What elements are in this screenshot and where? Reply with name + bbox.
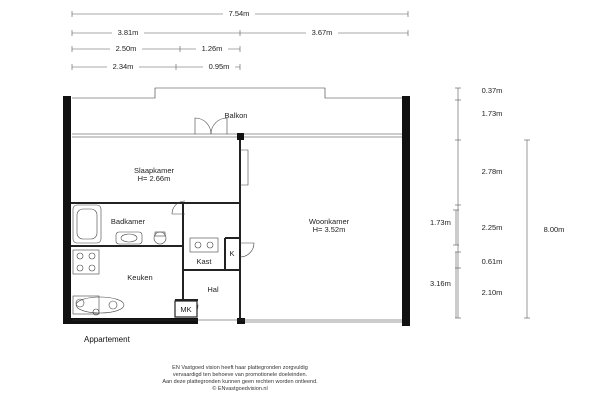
label-balkon: Balkon [224, 111, 248, 120]
label-woonkamer-height: H= 3.52m [312, 225, 346, 234]
dim-v-top: 0.37m [481, 86, 503, 95]
dim-v-left-b: 3.16m [430, 279, 451, 288]
dim-v-mid1: 2.78m [481, 167, 503, 176]
dim-seg-c: 2.34m [112, 62, 134, 71]
glazing [72, 134, 402, 322]
label-mk: MK [180, 305, 192, 314]
kitchen-fixtures [73, 250, 124, 315]
dim-v-bottom: 2.10m [481, 288, 503, 297]
walls [63, 96, 410, 326]
dim-v-balkon: 1.73m [481, 109, 503, 118]
footer-line4: © ENvastgoedvision.nl [212, 386, 268, 392]
label-hal: Hal [207, 285, 219, 294]
caption-appartement: Appartement [84, 335, 130, 344]
label-badkamer: Badkamer [110, 217, 146, 226]
dim-total-width: 7.54m [228, 9, 250, 18]
footer-line1: EN Vastgoed vision heeft haar plattegronden zorgvuldig [172, 365, 308, 371]
dim-v-left-a: 1.73m [430, 218, 451, 227]
horizontal-dimension-labels [107, 9, 338, 71]
room-labels [111, 111, 350, 317]
vertical-dimension-labels-left [430, 218, 451, 288]
balkon-area [72, 88, 408, 98]
dim-seg-b: 1.26m [201, 44, 223, 53]
dim-left-width: 3.81m [117, 28, 139, 37]
dim-v-mid2: 2.25m [481, 223, 503, 232]
footer-line3: Aan deze plattegronden kunnen geen rechten worden ontleend. [162, 379, 318, 385]
label-k: K [229, 249, 235, 258]
dim-v-small: 0.61m [481, 257, 503, 266]
dim-seg-d: 0.95m [208, 62, 230, 71]
vertical-dimension-labels [478, 86, 568, 297]
label-woonkamer: Woonkamer [308, 217, 350, 226]
installation-fixtures [190, 238, 218, 252]
column [237, 133, 244, 140]
footer-line2: vervaardigd ten behoeve van promotionele doeleinden. [172, 372, 308, 378]
label-slaapkamer: Slaapkamer [133, 166, 175, 175]
label-kast: Kast [196, 257, 212, 266]
dim-seg-a: 2.50m [115, 44, 137, 53]
label-slaapkamer-height: H= 2.66m [137, 174, 171, 183]
footer [162, 365, 318, 392]
dim-v-total: 8.00m [543, 225, 565, 234]
dim-right-width: 3.67m [311, 28, 333, 37]
vertical-dimensions [455, 88, 530, 318]
label-keuken: Keuken [127, 273, 153, 282]
